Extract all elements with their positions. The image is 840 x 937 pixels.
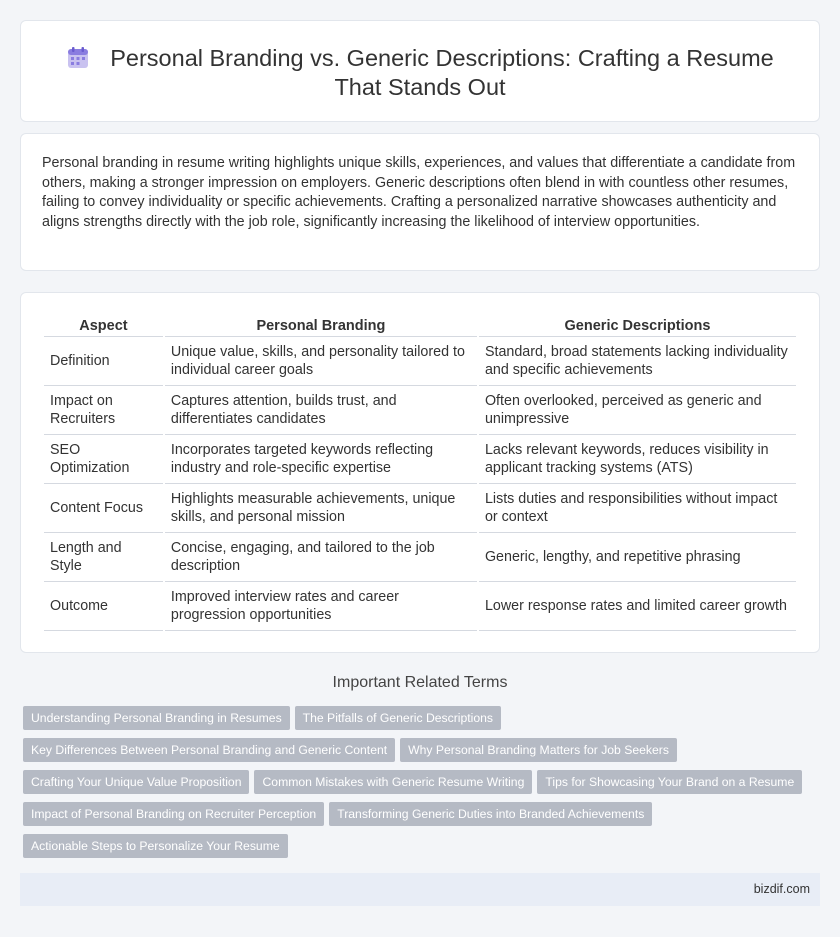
intro-card [20, 133, 820, 271]
cell-generic: Standard, broad statements lacking individuality and specific achievements [479, 337, 796, 386]
cell-personal: Unique value, skills, and personality tailored to individual career goals [165, 337, 477, 386]
cell-aspect: Outcome [44, 582, 163, 631]
footer [20, 873, 820, 906]
title-line-1: Personal Branding vs. Generic Descriptions: Crafting a Resume [110, 45, 774, 71]
cell-aspect: Impact on Recruiters [44, 386, 163, 435]
cell-generic: Lists duties and responsibilities without impact or context [479, 484, 796, 533]
title-line-2: That Stands Out [334, 74, 506, 100]
related-terms-list [23, 706, 823, 866]
related-term-link[interactable]: Key Differences Between Personal Branding and Generic Content [23, 738, 395, 762]
cell-generic: Lacks relevant keywords, reduces visibility in applicant tracking systems (ATS) [479, 435, 796, 484]
table-row [44, 582, 796, 631]
cell-personal: Concise, engaging, and tailored to the job description [165, 533, 477, 582]
table-row [44, 484, 796, 533]
header-aspect: Aspect [44, 315, 163, 337]
related-term-link[interactable]: Understanding Personal Branding in Resumes [23, 706, 290, 730]
related-term-link[interactable]: Impact of Personal Branding on Recruiter Perception [23, 802, 324, 826]
table-row [44, 435, 796, 484]
related-term-link[interactable]: Tips for Showcasing Your Brand on a Resume [537, 770, 802, 794]
cell-generic: Lower response rates and limited career growth [479, 582, 796, 631]
intro-paragraph: Personal branding in resume writing highlights unique skills, experiences, and values that differentiate a candidate from others, making a stronger impression on employers. Generic descriptions often blend in with countless other resumes, failing to convey individuality or specific achievements. Crafting a personalized narrative showcases authenticity and aligns strengths directly with the job role, significantly increasing the likelihood of interview opportunities. [42, 155, 796, 230]
cell-personal: Captures attention, builds trust, and differentiates candidates [165, 386, 477, 435]
cell-generic: Generic, lengthy, and repetitive phrasing [479, 533, 796, 582]
table-row [44, 386, 796, 435]
header-generic-descriptions: Generic Descriptions [479, 315, 796, 337]
table-header-row [44, 315, 796, 337]
cell-personal: Highlights measurable achievements, unique skills, and personal mission [165, 484, 477, 533]
cell-generic: Often overlooked, perceived as generic and unimpressive [479, 386, 796, 435]
related-terms-title: Important Related Terms [332, 674, 508, 691]
cell-personal: Incorporates targeted keywords reflecting industry and role-specific expertise [165, 435, 477, 484]
header-personal-branding: Personal Branding [165, 315, 477, 337]
comparison-table [42, 315, 798, 631]
footer-site-link[interactable]: bizdif.com [753, 882, 810, 896]
calendar-icon [66, 46, 90, 70]
related-term-link[interactable]: Crafting Your Unique Value Proposition [23, 770, 249, 794]
cell-aspect: Definition [44, 337, 163, 386]
related-term-link[interactable]: Common Mistakes with Generic Resume Writing [254, 770, 532, 794]
cell-aspect: Content Focus [44, 484, 163, 533]
cell-aspect: Length and Style [44, 533, 163, 582]
related-term-link[interactable]: Why Personal Branding Matters for Job Seekers [400, 738, 677, 762]
page-title [21, 44, 819, 102]
related-term-link[interactable]: Actionable Steps to Personalize Your Resume [23, 834, 288, 858]
cell-personal: Improved interview rates and career progression opportunities [165, 582, 477, 631]
table-row [44, 337, 796, 386]
table-row [44, 533, 796, 582]
cell-aspect: SEO Optimization [44, 435, 163, 484]
related-term-link[interactable]: The Pitfalls of Generic Descriptions [295, 706, 501, 730]
title-card [20, 20, 820, 122]
related-term-link[interactable]: Transforming Generic Duties into Branded Achievements [329, 802, 652, 826]
comparison-card [20, 292, 820, 653]
